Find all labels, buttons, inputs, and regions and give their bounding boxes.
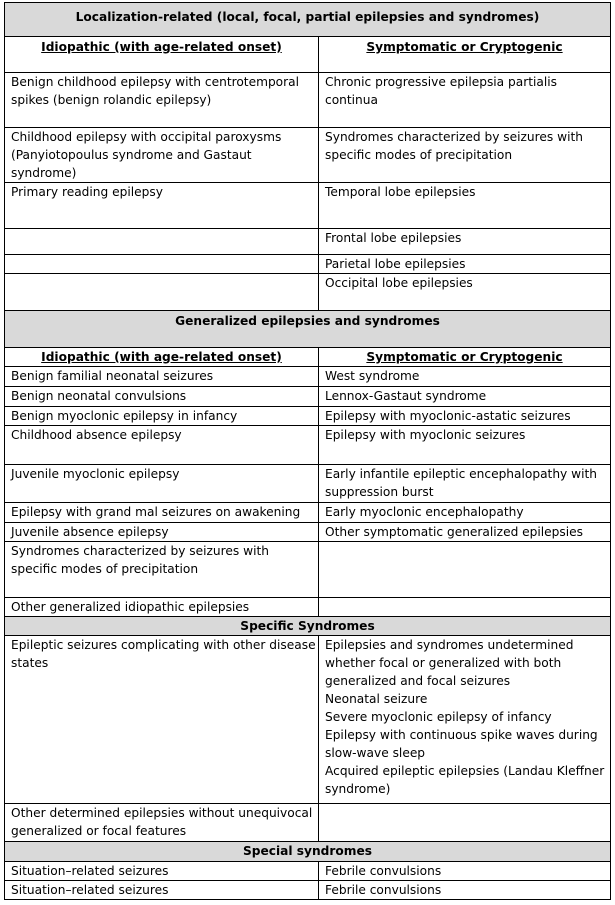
table-cell: Situation–related seizures xyxy=(5,881,319,900)
table-row xyxy=(5,503,611,523)
table-cell: Childhood epilepsy with occipital paroxysms (Panyiotopoulus syndrome and Gastaut syndrome) xyxy=(5,128,319,183)
table-cell: Syndromes characterized by seizures with specific modes of precipitation xyxy=(319,128,611,183)
table-cell: Juvenile myoclonic epilepsy xyxy=(5,465,319,503)
table-cell xyxy=(5,255,319,274)
table-cell: Lennox-Gastaut syndrome xyxy=(319,387,611,407)
table-cell: Epileptic seizures complicating with other disease states xyxy=(5,636,319,804)
section-header-special xyxy=(5,842,611,862)
list-item: Severe myoclonic epilepsy of infancy xyxy=(325,710,552,724)
table-cell xyxy=(319,598,611,617)
table-row xyxy=(5,426,611,465)
section-header-specific xyxy=(5,617,611,636)
table-row xyxy=(5,367,611,387)
column-header-row xyxy=(5,37,611,73)
table-cell: Frontal lobe epilepsies xyxy=(319,229,611,255)
table-cell: Epilepsy with myoclonic-astatic seizures xyxy=(319,407,611,426)
column-header-idiopathic: Idiopathic (with age-related onset) xyxy=(5,348,319,367)
table-cell: Epilepsy with myoclonic seizures xyxy=(319,426,611,465)
table-cell: Syndromes characterized by seizures with specific modes of precipitation xyxy=(5,542,319,598)
section-title: Specific Syndromes xyxy=(5,617,611,636)
table-cell: Primary reading epilepsy xyxy=(5,183,319,229)
table-row xyxy=(5,598,611,617)
table-row xyxy=(5,183,611,229)
table-cell xyxy=(319,804,611,842)
column-header-idiopathic: Idiopathic (with age-related onset) xyxy=(5,37,319,73)
table-cell: Occipital lobe epilepsies xyxy=(319,274,611,311)
table-cell: Early infantile epileptic encephalopathy with suppression burst xyxy=(319,465,611,503)
table-cell: Benign familial neonatal seizures xyxy=(5,367,319,387)
section-header-generalized xyxy=(5,311,611,348)
table-cell: Benign neonatal convulsions xyxy=(5,387,319,407)
table-row xyxy=(5,255,611,274)
table-cell: Childhood absence epilepsy xyxy=(5,426,319,465)
table-row xyxy=(5,881,611,900)
section-title: Localization-related (local, focal, partial epilepsies and syndromes) xyxy=(5,3,611,37)
table-row xyxy=(5,387,611,407)
table-cell: Parietal lobe epilepsies xyxy=(319,255,611,274)
table-cell: Other symptomatic generalized epilepsies xyxy=(319,523,611,542)
table-cell-multiline xyxy=(319,636,611,804)
table-row xyxy=(5,465,611,503)
table-row xyxy=(5,523,611,542)
table-cell: Temporal lobe epilepsies xyxy=(319,183,611,229)
table-cell: Febrile convulsions xyxy=(319,881,611,900)
table-row xyxy=(5,862,611,881)
table-row xyxy=(5,73,611,128)
column-header-symptomatic: Symptomatic or Cryptogenic xyxy=(319,37,611,73)
table-cell: Juvenile absence epilepsy xyxy=(5,523,319,542)
table-row xyxy=(5,274,611,311)
list-item: Acquired epileptic epilepsies (Landau Kleffner syndrome) xyxy=(325,764,605,796)
table-cell: Febrile convulsions xyxy=(319,862,611,881)
list-item: Epilepsy with continuous spike waves during slow-wave sleep xyxy=(325,728,598,760)
table-cell: Other generalized idiopathic epilepsies xyxy=(5,598,319,617)
table-cell: Benign childhood epilepsy with centrotemporal spikes (benign rolandic epilepsy) xyxy=(5,73,319,128)
list-item: Neonatal seizure xyxy=(325,692,428,706)
list-item: Epilepsies and syndromes undetermined whether focal or generalized with both generalized and focal seizures xyxy=(325,638,574,688)
section-header-localization xyxy=(5,3,611,37)
column-header-symptomatic: Symptomatic or Cryptogenic xyxy=(319,348,611,367)
table-row xyxy=(5,636,611,804)
table-row xyxy=(5,407,611,426)
table-cell: Early myoclonic encephalopathy xyxy=(319,503,611,523)
table-cell: Situation–related seizures xyxy=(5,862,319,881)
table-cell: Chronic progressive epilepsia partialis continua xyxy=(319,73,611,128)
table-cell: Benign myoclonic epilepsy in infancy xyxy=(5,407,319,426)
column-header-row xyxy=(5,348,611,367)
table-row xyxy=(5,128,611,183)
table-cell xyxy=(5,274,319,311)
table-cell: Epilepsy with grand mal seizures on awakening xyxy=(5,503,319,523)
section-title: Generalized epilepsies and syndromes xyxy=(5,311,611,348)
section-title: Special syndromes xyxy=(5,842,611,862)
table-row xyxy=(5,804,611,842)
epilepsy-classification-table xyxy=(4,2,611,900)
table-row xyxy=(5,229,611,255)
table-cell: West syndrome xyxy=(319,367,611,387)
table-cell xyxy=(319,542,611,598)
table-row xyxy=(5,542,611,598)
table-cell: Other determined epilepsies without unequivocal generalized or focal features xyxy=(5,804,319,842)
table-cell xyxy=(5,229,319,255)
